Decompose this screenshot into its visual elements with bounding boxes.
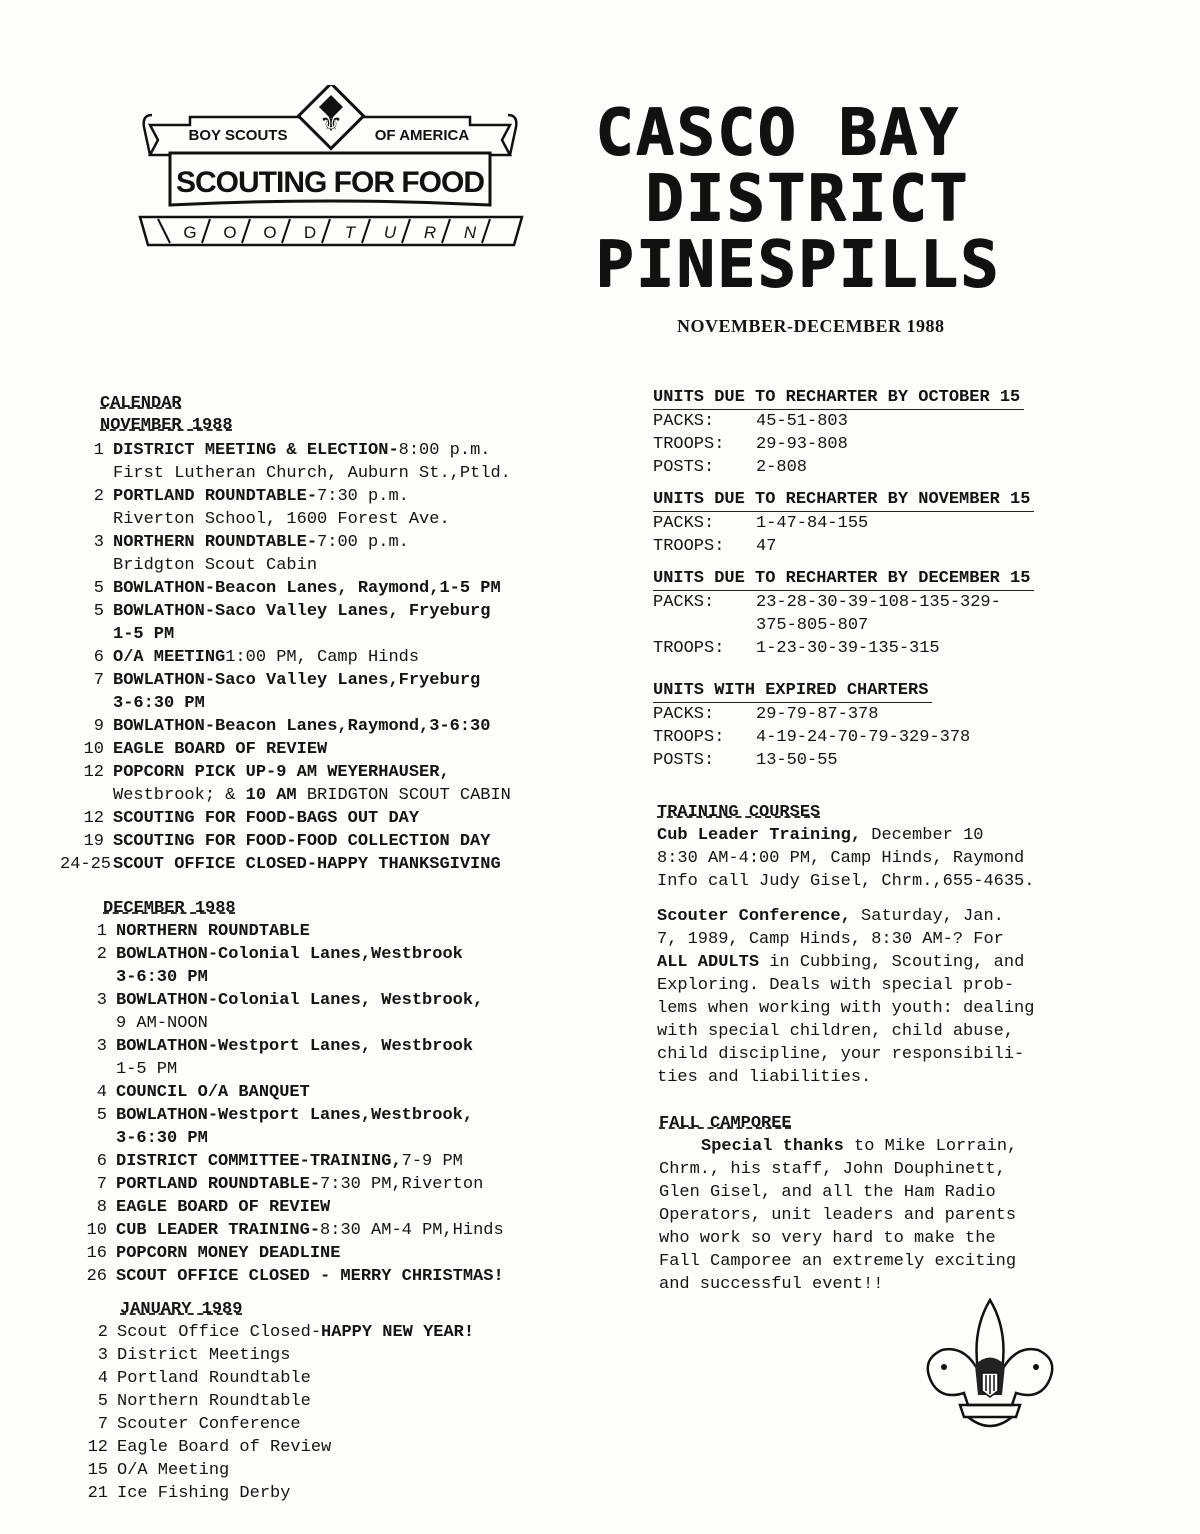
entry-bold: O/A MEETING bbox=[113, 648, 226, 667]
calendar-date: 12 bbox=[87, 1438, 108, 1457]
calendar-date: 7 bbox=[97, 1415, 108, 1434]
calendar-entry-text bbox=[116, 1081, 623, 1104]
unit-type: PACKS: bbox=[653, 593, 715, 612]
entry-cont-text: Westbrook; & bbox=[113, 786, 246, 805]
calendar-date: 12 bbox=[83, 809, 104, 828]
entry-text: District Meetings bbox=[117, 1346, 291, 1365]
calendar-entry-text bbox=[117, 1482, 584, 1505]
entry-text: Portland Roundtable bbox=[117, 1369, 311, 1388]
unit-numbers: 23-28-30-39-108-135-329- bbox=[756, 593, 1001, 612]
entry-cont-text: First Lutheran Church, Auburn St.,Ptld. bbox=[113, 464, 511, 483]
recharter-block bbox=[653, 489, 1093, 558]
recharter-row bbox=[653, 591, 1093, 614]
calendar-entry-continuation bbox=[60, 623, 620, 646]
december-heading: DECEMBER 1988 bbox=[103, 899, 236, 918]
calendar-date: 3 bbox=[96, 1037, 107, 1056]
recharter-block bbox=[653, 680, 1093, 772]
entry-bold: BOWLATHON-Colonial Lanes,Westbrook bbox=[116, 945, 463, 964]
letter-divider bbox=[322, 219, 330, 243]
calendar-entry bbox=[60, 738, 620, 761]
unit-type: TROOPS: bbox=[653, 537, 725, 556]
calendar-date: 3 bbox=[93, 533, 104, 552]
calendar-date: 10 bbox=[86, 1221, 107, 1240]
december-list bbox=[63, 920, 623, 1288]
unit-numbers: 2-808 bbox=[756, 458, 808, 477]
unit-numbers: 45-51-803 bbox=[756, 412, 848, 431]
letter-divider bbox=[158, 219, 170, 243]
calendar-entry bbox=[63, 989, 623, 1012]
calendar-entry bbox=[60, 600, 620, 623]
calendar-entry bbox=[63, 1265, 623, 1288]
camporee-text: Special thanks to Mike Lorrain, Chrm., his staff, John Douphinett, Glen Gisel, and all the Ham Radio Operators, unit leaders and parents who work so very hard to make the Fall Camporee an extremely exciting and successful event!! bbox=[659, 1137, 1018, 1294]
calendar-date: 3 bbox=[96, 991, 107, 1010]
letter-divider bbox=[242, 219, 250, 243]
entry-bold: BOWLATHON-Westport Lanes,Westbrook, bbox=[116, 1106, 474, 1125]
entry-bold: NORTHERN ROUNDTABLE bbox=[116, 922, 310, 941]
entry-bold: BOWLATHON-Saco Valley Lanes,Fryeburg bbox=[113, 671, 481, 690]
unit-type: PACKS: bbox=[653, 705, 715, 724]
recharter-heading: UNITS DUE TO RECHARTER BY NOVEMBER 15 bbox=[653, 489, 1034, 512]
entry-bold: BOWLATHON-Beacon Lanes,Raymond,3-6:30 bbox=[113, 717, 491, 736]
calendar-date: 5 bbox=[93, 602, 104, 621]
calendar-entry-text bbox=[116, 1035, 623, 1058]
recharter-block bbox=[653, 568, 1093, 660]
calendar-entry-text bbox=[116, 1265, 623, 1288]
calendar-entry bbox=[64, 1413, 584, 1436]
recharter-row bbox=[653, 433, 1093, 456]
calendar-entry-text bbox=[116, 989, 623, 1012]
recharter-row bbox=[653, 456, 1093, 479]
entry-bold: EAGLE BOARD OF REVIEW bbox=[116, 1198, 331, 1217]
calendar-date: 7 bbox=[96, 1175, 107, 1194]
calendar-entry-continuation bbox=[60, 554, 620, 577]
entry-bold: SCOUT OFFICE CLOSED-HAPPY THANKSGIVING bbox=[113, 855, 501, 874]
entry-bold: NORTHERN ROUNDTABLE- bbox=[113, 533, 318, 552]
entry-bold: POPCORN PICK UP-9 AM WEYERHAUSER, bbox=[113, 763, 450, 782]
calendar-date: 1 bbox=[93, 441, 104, 460]
calendar-entry-text bbox=[116, 943, 623, 966]
entry-cont-text: 9 AM-NOON bbox=[116, 1014, 208, 1033]
entry-text: 8:00 p.m. bbox=[398, 441, 491, 460]
calendar-entry-text bbox=[113, 853, 620, 876]
calendar-date: 16 bbox=[86, 1244, 107, 1263]
logo-letter: T bbox=[344, 223, 356, 242]
calendar-entry-text bbox=[113, 600, 620, 623]
recharter-heading: UNITS DUE TO RECHARTER BY DECEMBER 15 bbox=[653, 568, 1034, 591]
recharter-row bbox=[653, 535, 1093, 558]
calendar-entry bbox=[60, 853, 620, 876]
calendar-entry-text bbox=[117, 1321, 584, 1344]
calendar-date: 19 bbox=[83, 832, 104, 851]
calendar-entry-text bbox=[113, 715, 620, 738]
entry-text: 1:00 PM, Camp Hinds bbox=[225, 648, 420, 667]
calendar-entry-continuation bbox=[63, 1127, 623, 1150]
recharter-heading: UNITS WITH EXPIRED CHARTERS bbox=[653, 680, 932, 703]
entry-bold: COUNCIL O/A BANQUET bbox=[116, 1083, 310, 1102]
unit-type: POSTS: bbox=[653, 751, 715, 770]
calendar-entry-text bbox=[113, 669, 620, 692]
entry-bold: DISTRICT MEETING & ELECTION- bbox=[113, 441, 399, 460]
calendar-entry-text bbox=[113, 577, 620, 600]
calendar-entry bbox=[64, 1390, 584, 1413]
unit-numbers: 13-50-55 bbox=[756, 751, 838, 770]
calendar-entry bbox=[63, 1242, 623, 1265]
masthead bbox=[595, 96, 1095, 302]
entry-cont-text: Riverton School, 1600 Forest Ave. bbox=[113, 510, 450, 529]
calendar-entry-text bbox=[116, 920, 623, 943]
entry-cont-text: Bridgton Scout Cabin bbox=[113, 556, 318, 575]
calendar-date: 5 bbox=[93, 579, 104, 598]
camporee-heading: FALL CAMPOREE bbox=[659, 1114, 792, 1133]
calendar-entry bbox=[60, 577, 620, 600]
calendar-entry-continuation bbox=[60, 508, 620, 531]
recharter-row bbox=[653, 703, 1093, 726]
fleur-de-lis-emblem bbox=[920, 1295, 1060, 1445]
calendar-date: 1 bbox=[96, 922, 107, 941]
calendar-date: 8 bbox=[96, 1198, 107, 1217]
entry-text: Scout Office Closed- bbox=[117, 1323, 322, 1342]
calendar-entry-text bbox=[113, 485, 620, 508]
fleur-de-lis-icon bbox=[920, 1295, 1060, 1445]
calendar-entry bbox=[60, 761, 620, 784]
calendar-date: 7 bbox=[93, 671, 104, 690]
calendar-entry bbox=[64, 1367, 584, 1390]
january-list bbox=[64, 1321, 584, 1505]
calendar-entry bbox=[63, 1150, 623, 1173]
logo-top-right-text: OF AMERICA bbox=[374, 127, 470, 144]
november-list bbox=[60, 439, 620, 876]
december-heading-wrap bbox=[103, 898, 236, 920]
entry-bold: POPCORN MONEY DEADLINE bbox=[116, 1244, 341, 1263]
calendar-date: 26 bbox=[86, 1267, 107, 1286]
logo-graphic bbox=[130, 85, 530, 265]
calendar-date: 15 bbox=[87, 1461, 108, 1480]
calendar-date: 24-25 bbox=[60, 855, 112, 874]
calendar-entry bbox=[63, 1035, 623, 1058]
calendar-date: 9 bbox=[93, 717, 104, 736]
unit-numbers: 1-23-30-39-135-315 bbox=[756, 639, 940, 658]
unit-type: TROOPS: bbox=[653, 728, 725, 747]
entry-bold: PORTLAND ROUNDTABLE- bbox=[116, 1175, 321, 1194]
calendar-entry-text bbox=[116, 1196, 623, 1219]
entry-cont-bold: 10 AM bbox=[245, 786, 297, 805]
calendar-date: 12 bbox=[83, 763, 104, 782]
calendar-entry bbox=[63, 1081, 623, 1104]
calendar-entry bbox=[64, 1459, 584, 1482]
calendar-entry-text bbox=[117, 1390, 584, 1413]
calendar-date: 4 bbox=[97, 1369, 108, 1388]
unit-numbers: 29-79-87-378 bbox=[756, 705, 879, 724]
logo-top-left-text: BOY SCOUTS bbox=[188, 127, 288, 144]
january-heading-wrap bbox=[120, 1299, 242, 1321]
entry-bold: EAGLE BOARD OF REVIEW bbox=[113, 740, 328, 759]
calendar-date: 4 bbox=[96, 1083, 107, 1102]
calendar-entry bbox=[60, 439, 620, 462]
entry-text: Northern Roundtable bbox=[117, 1392, 311, 1411]
calendar-entry-continuation bbox=[63, 1058, 623, 1081]
calendar-entry-text bbox=[116, 1104, 623, 1127]
calendar-entry bbox=[60, 807, 620, 830]
calendar-date: 6 bbox=[93, 648, 104, 667]
letter-divider bbox=[402, 219, 410, 243]
calendar-entry-text bbox=[117, 1459, 584, 1482]
logo-banner-text: SCOUTING FOR FOOD bbox=[176, 166, 484, 199]
calendar-entry-text bbox=[113, 830, 620, 853]
calendar-entry-continuation bbox=[60, 784, 620, 807]
entry-bold: SCOUTING FOR FOOD-FOOD COLLECTION DAY bbox=[113, 832, 491, 851]
logo-letter: D bbox=[303, 223, 317, 242]
recharter-heading: UNITS DUE TO RECHARTER BY OCTOBER 15 bbox=[653, 387, 1024, 410]
recharter-section bbox=[653, 387, 1093, 782]
issue-date: NOVEMBER-DECEMBER 1988 bbox=[677, 316, 945, 336]
scouting-for-food-logo bbox=[130, 85, 530, 265]
calendar-entry-text bbox=[113, 531, 620, 554]
calendar-entry bbox=[60, 715, 620, 738]
calendar-entry bbox=[64, 1344, 584, 1367]
entry-cont-text: BRIDGTON SCOUT CABIN bbox=[296, 786, 511, 805]
calendar-date: 2 bbox=[96, 945, 107, 964]
recharter-row bbox=[653, 410, 1093, 433]
calendar-date: 2 bbox=[93, 487, 104, 506]
calendar-date: 10 bbox=[83, 740, 104, 759]
calendar-entry-text bbox=[117, 1344, 584, 1367]
unit-type: TROOPS: bbox=[653, 435, 725, 454]
calendar-entry-text bbox=[113, 807, 620, 830]
recharter-row bbox=[653, 749, 1093, 772]
entry-cont-bold: 1-5 PM bbox=[113, 625, 175, 644]
unit-numbers: 4-19-24-70-79-329-378 bbox=[756, 728, 971, 747]
calendar-entry-text bbox=[113, 761, 620, 784]
calendar-entry bbox=[63, 1219, 623, 1242]
entry-cont-bold: 3-6:30 PM bbox=[113, 694, 205, 713]
entry-cont-bold: 3-6:30 PM bbox=[116, 1129, 208, 1148]
calendar-entry-continuation bbox=[60, 692, 620, 715]
calendar-entry bbox=[60, 485, 620, 508]
masthead-line-3: PINESPILLS bbox=[595, 228, 1001, 302]
november-heading: NOVEMBER 1988 bbox=[100, 416, 233, 435]
entry-bold: SCOUT OFFICE CLOSED - MERRY CHRISTMAS! bbox=[116, 1267, 504, 1286]
calendar-entry-continuation bbox=[63, 966, 623, 989]
calendar-date: 2 bbox=[97, 1323, 108, 1342]
calendar-entry-text bbox=[116, 1242, 623, 1265]
calendar-date: 21 bbox=[87, 1484, 108, 1503]
unit-type: TROOPS: bbox=[653, 639, 725, 658]
calendar-entry-text bbox=[117, 1413, 584, 1436]
calendar-entry bbox=[63, 943, 623, 966]
letter-divider bbox=[202, 219, 210, 243]
unit-type: PACKS: bbox=[653, 514, 715, 533]
logo-letter: U bbox=[383, 223, 397, 242]
training-heading: TRAINING COURSES bbox=[657, 803, 821, 822]
calendar-entry-continuation bbox=[60, 462, 620, 485]
calendar-date: 6 bbox=[96, 1152, 107, 1171]
letter-divider bbox=[482, 219, 490, 243]
letter-divider bbox=[442, 219, 450, 243]
entry-bold: SCOUTING FOR FOOD-BAGS OUT DAY bbox=[113, 809, 420, 828]
cub-leader-training: Cub Leader Training, December 10 8:30 AM-4:00 PM, Camp Hinds, Raymond Info call Judy Gisel, Chrm.,655-4635. bbox=[657, 826, 1035, 891]
calendar-entry bbox=[64, 1482, 584, 1505]
calendar-date: 5 bbox=[96, 1106, 107, 1125]
calendar-entry-text bbox=[117, 1367, 584, 1390]
calendar-entry-text bbox=[116, 1173, 623, 1196]
entry-bold: HAPPY NEW YEAR! bbox=[321, 1323, 475, 1342]
calendar-entry-text bbox=[116, 1150, 623, 1173]
entry-bold: PORTLAND ROUNDTABLE- bbox=[113, 487, 318, 506]
entry-bold: DISTRICT COMMITTEE-TRAINING, bbox=[116, 1152, 402, 1171]
calendar-entry-text bbox=[117, 1436, 584, 1459]
logo-letter: G bbox=[183, 223, 197, 242]
unit-type: POSTS: bbox=[653, 458, 715, 477]
calendar-entry bbox=[60, 669, 620, 692]
calendar-entry-text bbox=[113, 439, 620, 462]
calendar-entry bbox=[64, 1436, 584, 1459]
calendar-entry-text bbox=[116, 1219, 623, 1242]
calendar-entry-text bbox=[113, 738, 620, 761]
calendar-entry bbox=[63, 920, 623, 943]
logo-letter: O bbox=[263, 223, 277, 242]
logo-letter: N bbox=[463, 223, 477, 242]
entry-bold: BOWLATHON-Saco Valley Lanes, Fryeburg bbox=[113, 602, 491, 621]
entry-text: 8:30 AM-4 PM,Hinds bbox=[320, 1221, 504, 1240]
entry-text: Ice Fishing Derby bbox=[117, 1484, 291, 1503]
recharter-row bbox=[653, 512, 1093, 535]
recharter-row bbox=[653, 726, 1093, 749]
calendar-entry bbox=[63, 1104, 623, 1127]
unit-type: PACKS: bbox=[653, 412, 715, 431]
entry-bold: BOWLATHON-Westport Lanes, Westbrook bbox=[116, 1037, 474, 1056]
unit-type bbox=[653, 614, 756, 637]
unit-numbers: 47 bbox=[756, 537, 777, 556]
fleur-de-lis-icon: ⚜ bbox=[319, 108, 343, 138]
entry-text: 7:30 p.m. bbox=[317, 487, 409, 506]
calendar-entry-continuation bbox=[63, 1012, 623, 1035]
entry-cont-text: 1-5 PM bbox=[116, 1060, 178, 1079]
entry-bold: BOWLATHON-Beacon Lanes, Raymond,1-5 PM bbox=[113, 579, 501, 598]
entry-text: O/A Meeting bbox=[117, 1461, 230, 1480]
masthead-line-2: DISTRICT bbox=[645, 162, 970, 236]
calendar-entry-text bbox=[113, 646, 620, 669]
entry-text: Scouter Conference bbox=[117, 1415, 301, 1434]
calendar-entry bbox=[63, 1196, 623, 1219]
calendar-entry bbox=[60, 531, 620, 554]
recharter-row bbox=[653, 614, 1093, 637]
calendar-entry bbox=[63, 1173, 623, 1196]
calendar-entry bbox=[64, 1321, 584, 1344]
calendar-date: 3 bbox=[97, 1346, 108, 1365]
scouter-conference: Scouter Conference, Saturday, Jan. 7, 1989, Camp Hinds, 8:30 AM-? For ALL ADULTS in Cubbing, Scouting, and Exploring. Deals with special prob- lems when working with youth: dealing with special children, child abuse, child discipline, your responsibili- ties and liabilities. bbox=[657, 907, 1035, 1087]
calendar-entry bbox=[60, 830, 620, 853]
entry-cont-bold: 3-6:30 PM bbox=[116, 968, 208, 987]
logo-letter: R bbox=[423, 223, 437, 242]
training-section bbox=[657, 802, 1097, 1089]
unit-numbers: 375-805-807 bbox=[756, 616, 869, 635]
calendar-date: 5 bbox=[97, 1392, 108, 1411]
calendar-heading: CALENDAR NOVEMBER 1988 bbox=[100, 394, 233, 435]
masthead-line-1: CASCO BAY bbox=[595, 96, 960, 170]
recharter-block bbox=[653, 387, 1093, 479]
unit-numbers: 29-93-808 bbox=[756, 435, 848, 454]
calendar-entry bbox=[60, 646, 620, 669]
letter-divider bbox=[282, 219, 290, 243]
january-heading: JANUARY 1989 bbox=[120, 1300, 243, 1319]
entry-text: 7:30 PM,Riverton bbox=[320, 1175, 484, 1194]
recharter-row bbox=[653, 637, 1093, 660]
entry-bold: BOWLATHON-Colonial Lanes, Westbrook, bbox=[116, 991, 484, 1010]
camporee-section bbox=[659, 1113, 1099, 1296]
good-turn-letters bbox=[158, 219, 490, 243]
entry-text: 7-9 PM bbox=[401, 1152, 463, 1171]
entry-bold: CUB LEADER TRAINING- bbox=[116, 1221, 321, 1240]
entry-text: Eagle Board of Review bbox=[117, 1438, 332, 1457]
logo-letter: O bbox=[223, 223, 237, 242]
unit-numbers: 1-47-84-155 bbox=[756, 514, 869, 533]
entry-text: 7:00 p.m. bbox=[317, 533, 409, 552]
letter-divider bbox=[362, 219, 370, 243]
